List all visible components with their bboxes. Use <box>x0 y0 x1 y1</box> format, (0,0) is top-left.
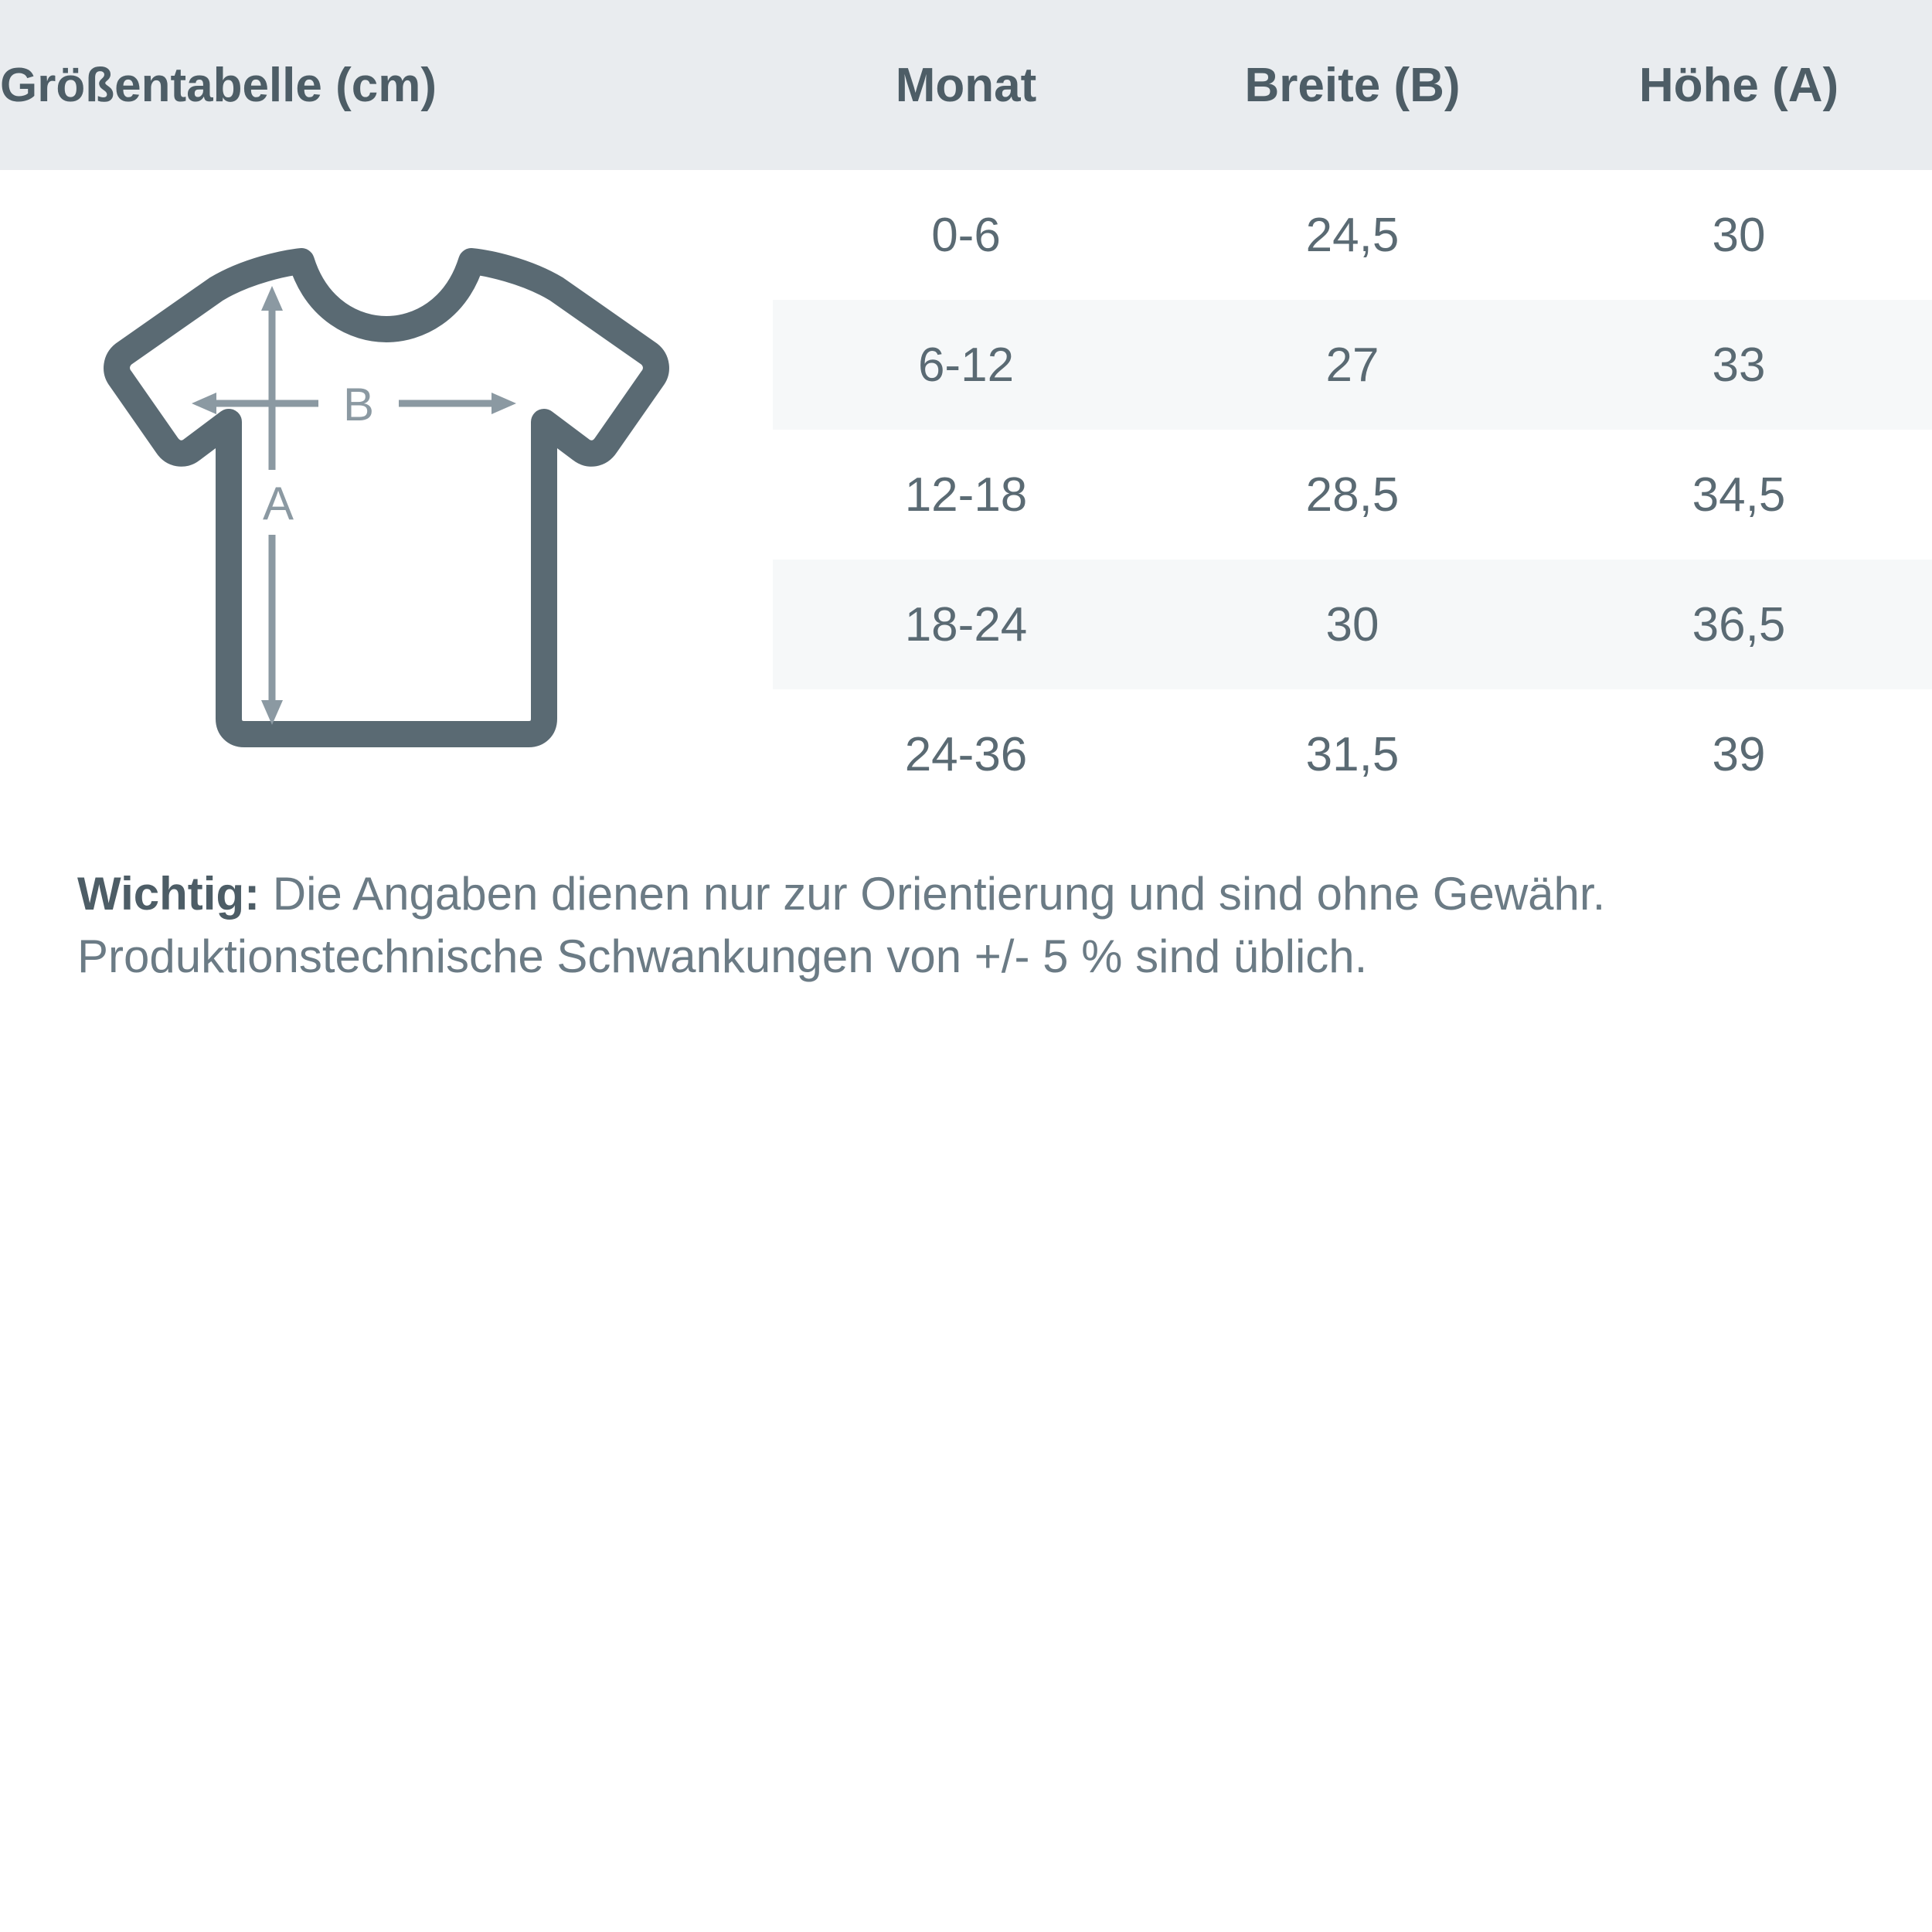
cell-height: 30 <box>1712 208 1766 262</box>
cell-month: 6-12 <box>773 300 1159 430</box>
height-marker-label: A <box>262 478 294 529</box>
tshirt-diagram-cell <box>0 170 773 819</box>
column-header-height: Höhe (A) <box>1638 58 1839 112</box>
disclaimer-line-1: Die Angaben dienen nur zur Orientierung und sind ohne Gewähr. <box>260 868 1606 920</box>
cell-width: 24,5 <box>1305 208 1400 262</box>
cell-width: 30 <box>1159 560 1546 689</box>
tshirt-icon <box>93 224 680 765</box>
cell-height: 34,5 <box>1692 468 1786 522</box>
cell-height: 33 <box>1546 300 1932 430</box>
column-header-month: Monat <box>895 58 1037 112</box>
tshirt-diagram <box>0 224 773 765</box>
disclaimer-note <box>0 862 1777 988</box>
cell-width: 27 <box>1159 300 1546 430</box>
disclaimer-line-2: Produktionstechnische Schwankungen von +/- 5 % sind üblich. <box>77 930 1368 982</box>
cell-width: 31,5 <box>1305 727 1400 781</box>
cell-month: 24-36 <box>904 727 1028 781</box>
cell-height: 36,5 <box>1546 560 1932 689</box>
table-title: Größentabelle (cm) <box>0 58 437 112</box>
table-row <box>0 170 1932 300</box>
disclaimer-strong: Wichtig: <box>77 868 260 920</box>
table-header-row <box>0 0 1932 170</box>
column-header-width: Breite (B) <box>1244 58 1461 112</box>
cell-month: 12-18 <box>904 468 1028 522</box>
cell-width: 28,5 <box>1305 468 1400 522</box>
size-table <box>0 0 1932 819</box>
cell-month: 0-6 <box>931 208 1001 262</box>
width-marker-label: B <box>342 379 375 430</box>
cell-month: 18-24 <box>773 560 1159 689</box>
table-body <box>0 170 1932 819</box>
cell-height: 39 <box>1712 727 1766 781</box>
table-header <box>0 0 1932 170</box>
